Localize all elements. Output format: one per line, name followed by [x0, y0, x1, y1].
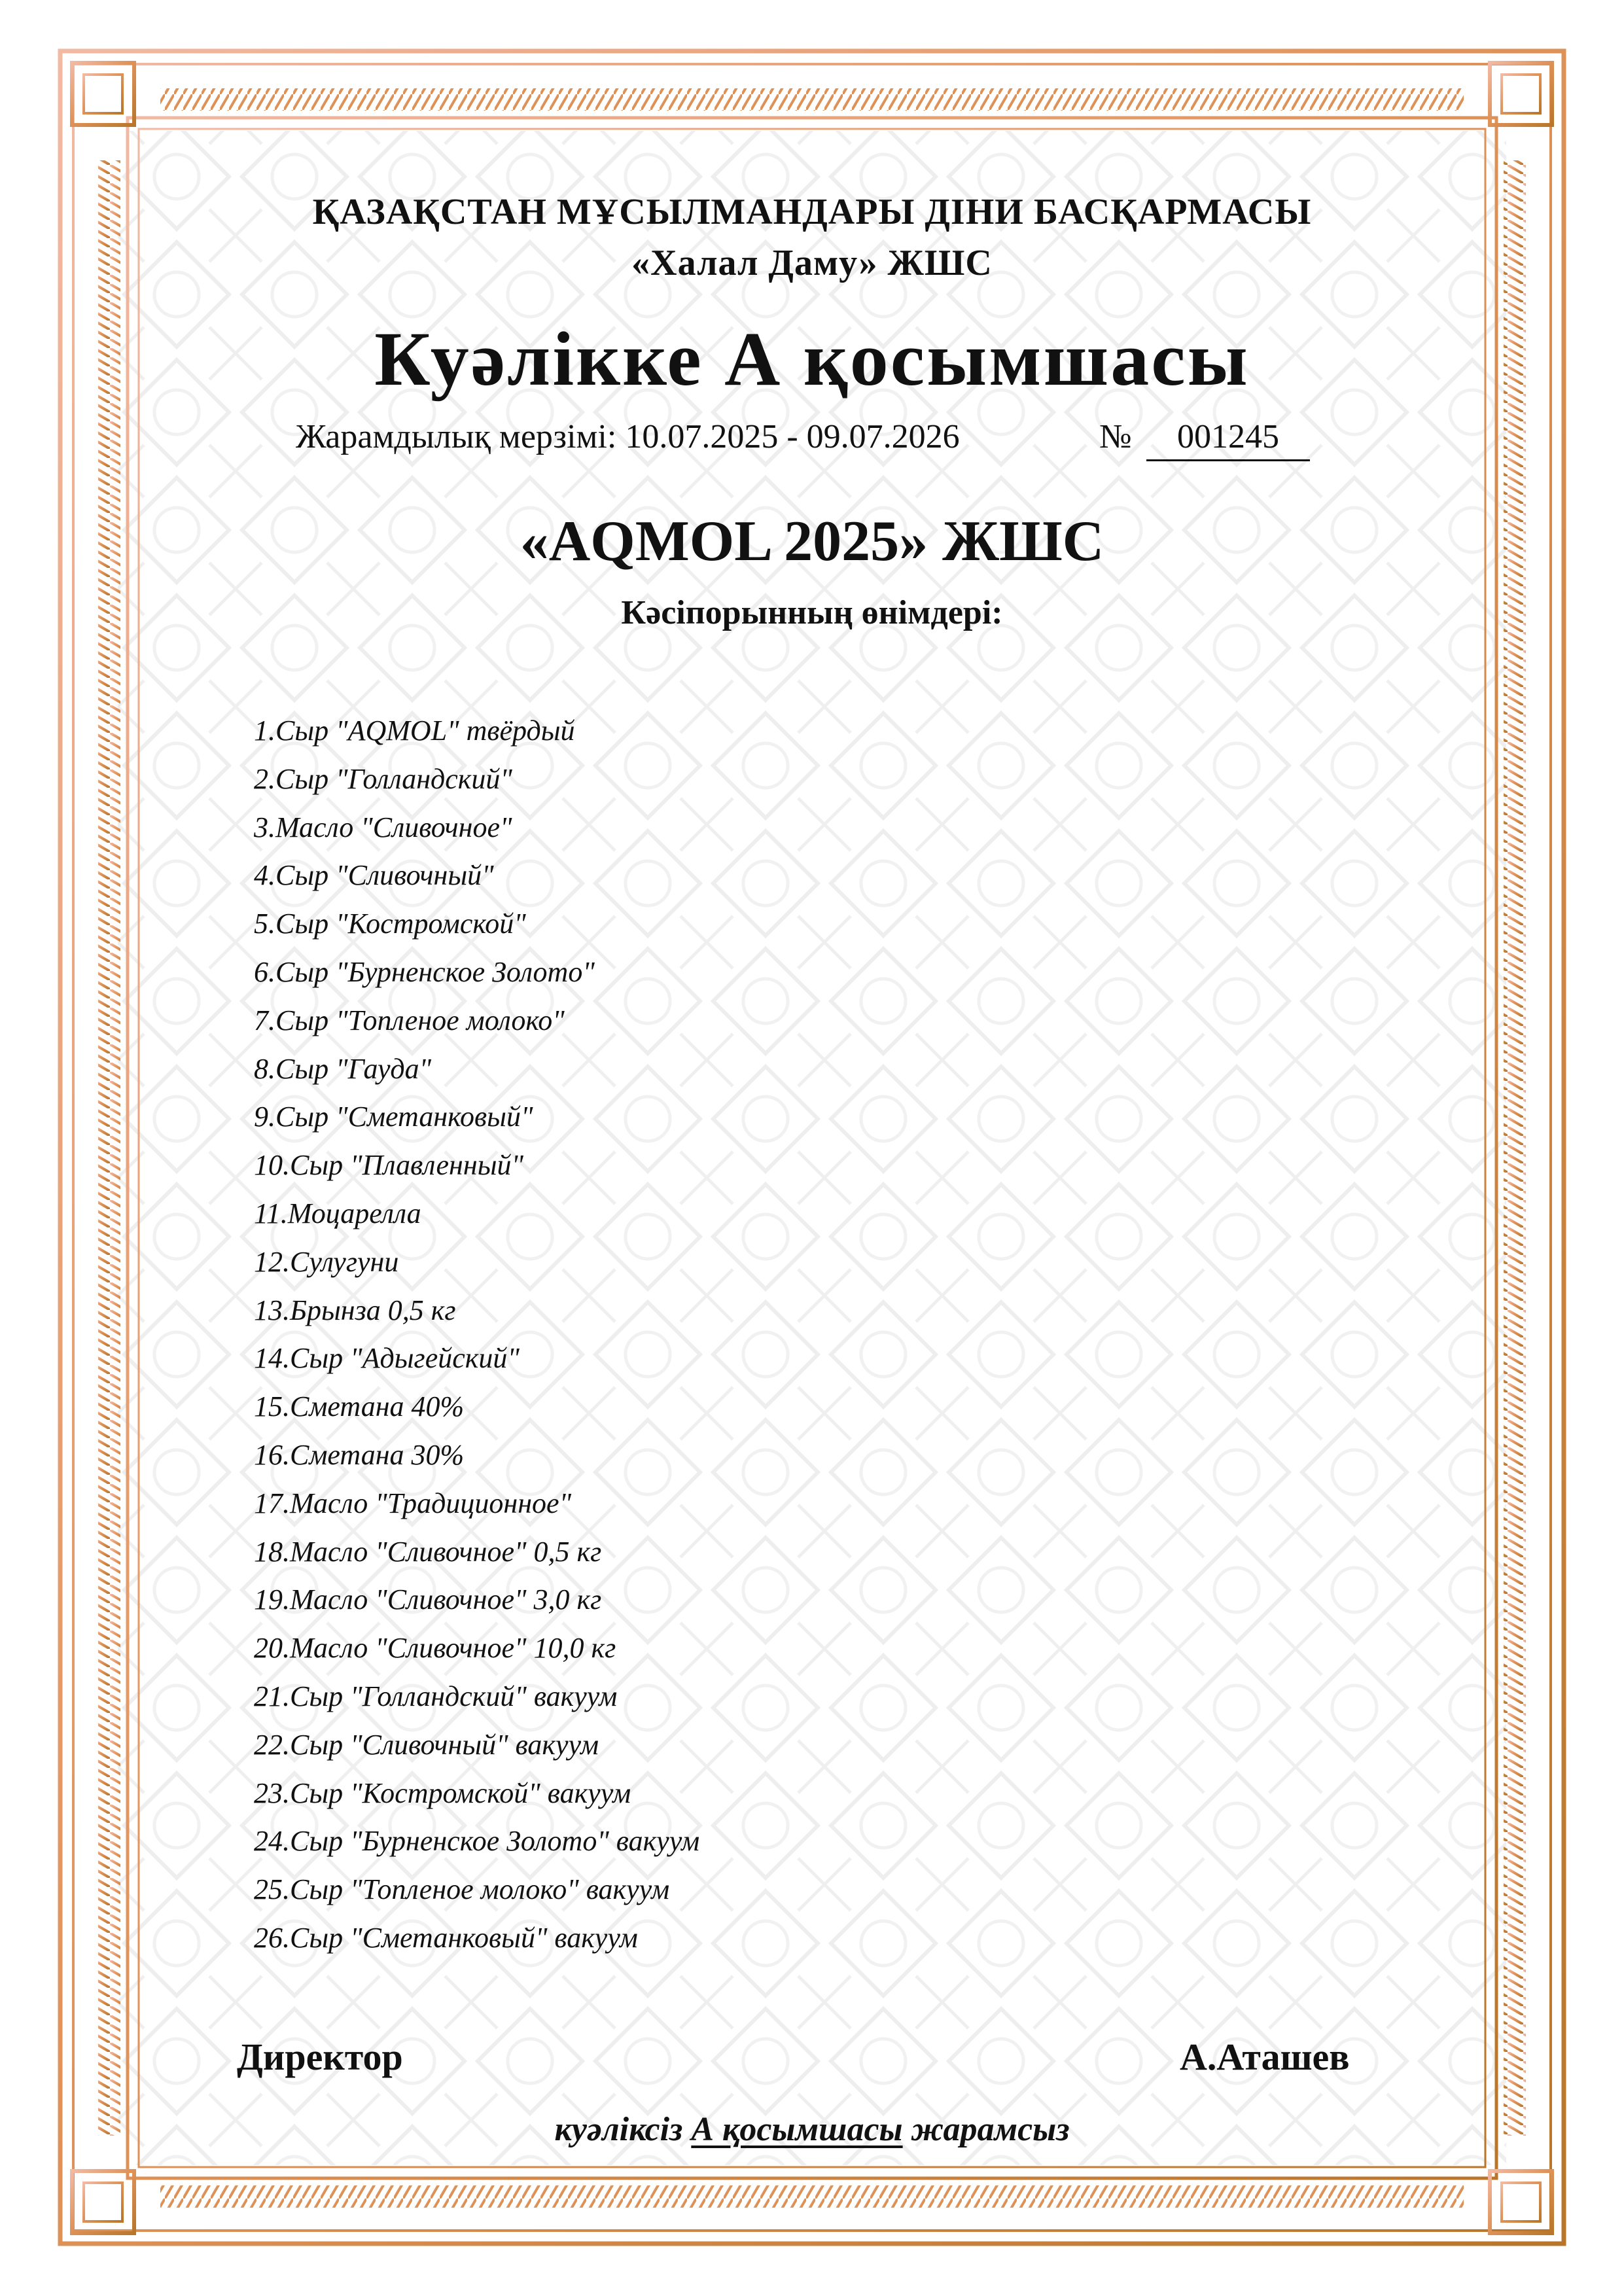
product-item: 15.Сметана 40%: [254, 1390, 465, 1423]
subsidiary-name: «Халал Даму» ЖШС: [631, 243, 993, 283]
product-item: 3.Масло "Сливочное": [254, 811, 512, 843]
product-item: 6.Сыр "Бурненское Золото": [254, 955, 595, 988]
validity-note-underlined: А қосымшасы: [691, 2111, 903, 2148]
product-item: 4.Сыр "Сливочный": [254, 859, 494, 892]
product-item: 13.Брынза 0,5 кг: [254, 1294, 456, 1326]
product-item: 18.Масло "Сливочное" 0,5 кг: [254, 1535, 602, 1568]
product-item: 21.Сыр "Голландский" вакуум: [254, 1680, 618, 1712]
product-item: 23.Сыр "Костромской" вакуум: [254, 1776, 631, 1809]
product-item: 12.Сулугуни: [254, 1245, 399, 1278]
product-item: 10.Сыр "Плавленный": [254, 1149, 523, 1182]
validity-note: [0, 2111, 1624, 2148]
products-heading: Кәсіпорынның өнімдері:: [621, 594, 1003, 631]
product-item: 11.Моцарелла: [254, 1197, 421, 1229]
product-item: 9.Сыр "Сметанковый": [254, 1101, 533, 1133]
signatory-name: А.Аташев: [1180, 2036, 1350, 2078]
product-item: 2.Сыр "Голландский": [254, 762, 512, 795]
validity-note-end: жарамсыз: [902, 2111, 1070, 2148]
product-item: 7.Сыр "Топленое молоко": [254, 1004, 565, 1036]
certificate-number: 001245: [1146, 420, 1310, 461]
product-list: [254, 707, 699, 1962]
product-item: 19.Масло "Сливочное" 3,0 кг: [254, 1583, 602, 1616]
product-item: 8.Сыр "Гауда": [254, 1052, 432, 1085]
product-item: 25.Сыр "Топленое молоко" вакуум: [254, 1873, 670, 1906]
product-item: 20.Масло "Сливочное" 10,0 кг: [254, 1632, 616, 1665]
product-item: 22.Сыр "Сливочный" вакуум: [254, 1728, 599, 1761]
document-title: Куәлікке А қосымшасы: [374, 316, 1250, 402]
number-sign: №: [1099, 418, 1132, 455]
product-item: 26.Сыр "Сметанковый" вакуум: [254, 1921, 638, 1954]
validity-period: Жарамдылық мерзімі: 10.07.2025 - 09.07.2026: [296, 418, 960, 455]
product-item: 14.Сыр "Адыгейский": [254, 1342, 520, 1375]
signatory-title: Директор: [237, 2036, 403, 2078]
product-item: 16.Сметана 30%: [254, 1438, 465, 1471]
validity-note-start: куәліксіз: [554, 2111, 692, 2148]
company-name: «AQMOL 2025» ЖШС: [520, 510, 1104, 573]
product-item: 24.Сыр "Бурненское Золото" вакуум: [254, 1825, 700, 1858]
product-item: 5.Сыр "Костромской": [254, 908, 526, 940]
product-item: 17.Масло "Традиционное": [254, 1487, 572, 1519]
product-item: 1.Сыр "AQMOL" твёрдый: [254, 715, 575, 747]
organization-name: ҚАЗАҚСТАН МҰСЫЛМАНДАРЫ ДІНИ БАСҚАРМАСЫ: [312, 192, 1312, 232]
